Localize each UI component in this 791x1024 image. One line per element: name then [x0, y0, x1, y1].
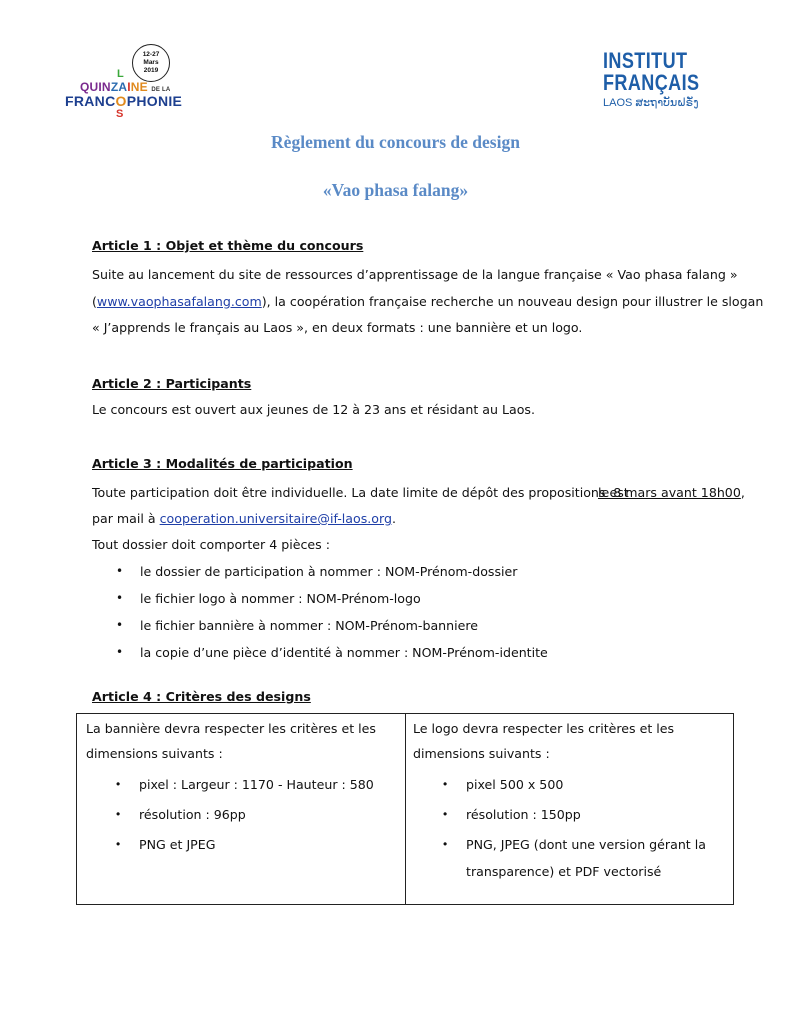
- list-item: le dossier de participation à nommer : NOM-Prénom-dossier: [140, 564, 518, 579]
- date-line3: 2019: [143, 67, 159, 74]
- bullet: •: [116, 591, 124, 605]
- list-item: le fichier bannière à nommer : NOM-Prénom-banniere: [140, 618, 479, 633]
- date-line2: Mars: [143, 59, 159, 66]
- bullet: •: [443, 837, 448, 851]
- logo-part: FRANC: [65, 93, 116, 109]
- article3-line3: Tout dossier doit comporter 4 pièces :: [92, 537, 330, 552]
- banner-criterion: résolution : 96pp: [139, 807, 246, 822]
- logo-francophonie-text: [65, 93, 182, 109]
- site-link[interactable]: www.vaophasafalang.com: [96, 294, 262, 309]
- date-bubble: [132, 44, 170, 82]
- logo-part: QUIN: [80, 80, 111, 94]
- institut-francais-logo: [603, 50, 723, 120]
- logo-quinzaine-text: [80, 80, 170, 94]
- banner-criterion: pixel : Largeur : 1170 - Hauteur : 580: [139, 777, 374, 792]
- logo-intro-line2: dimensions suivants :: [413, 746, 550, 761]
- bullet: •: [116, 618, 124, 632]
- document-title: Règlement du concours de design: [271, 132, 520, 152]
- logo-part: DE LA: [151, 87, 171, 93]
- article1-line2-rest: ), la coopération française recherche un nouveau design pour illustrer le slogan: [261, 294, 764, 309]
- bullet: •: [116, 564, 124, 578]
- banner-intro-line2: dimensions suivants :: [86, 746, 223, 761]
- bullet: •: [443, 807, 448, 821]
- article2-heading: Article 2 : Participants: [92, 376, 252, 391]
- bullet: •: [116, 807, 121, 821]
- logo-part: NE: [130, 80, 148, 94]
- bullet: •: [116, 645, 124, 659]
- deadline-comma: ,: [740, 485, 745, 500]
- bullet: •: [116, 837, 121, 851]
- quinzaine-francophonie-logo: [60, 40, 190, 125]
- banner-criterion: PNG et JPEG: [139, 837, 216, 852]
- article1-heading: Article 1 : Objet et thème du concours: [92, 238, 364, 253]
- article3-heading: Article 3 : Modalités de participation: [92, 456, 353, 471]
- article3-line2-post: .: [391, 511, 396, 526]
- logo-criterion: pixel 500 x 500: [466, 777, 564, 792]
- logo-laos: LAOS ສະຖາບັນຝຣັ່ງ: [603, 97, 699, 109]
- article1-line2: [92, 294, 763, 309]
- article3-line2-pre: par mail à: [92, 511, 160, 526]
- logo-criterion: résolution : 150pp: [466, 807, 581, 822]
- document-subtitle: «Vao phasa falang»: [322, 180, 469, 200]
- logo-criterion-continued: transparence) et PDF vectorisé: [466, 864, 662, 879]
- article3-line2: [92, 511, 396, 526]
- bullet: •: [116, 777, 121, 791]
- logo-institut: INSTITUT: [603, 48, 688, 73]
- logo-part: O: [115, 93, 127, 109]
- banner-intro-line1: La bannière devra respecter les critères et les: [86, 721, 376, 736]
- criteria-table: [76, 713, 734, 905]
- date-line1: 12-27: [142, 51, 160, 58]
- email-link[interactable]: cooperation.universitaire@if-laos.org: [159, 511, 392, 526]
- article3-deadline: [598, 485, 745, 500]
- table-divider: [405, 714, 406, 904]
- bullet: •: [443, 777, 448, 791]
- list-item: la copie d’une pièce d’identité à nommer : NOM-Prénom-identite: [140, 645, 548, 660]
- logo-criterion: PNG, JPEG (dont une version gérant la: [466, 837, 706, 852]
- logo-part: PHONIE: [126, 93, 183, 109]
- article2-line1: Le concours est ouvert aux jeunes de 12 à 23 ans et résidant au Laos.: [92, 402, 535, 417]
- logo-part: I: [127, 80, 131, 94]
- article3-line1-text: Toute participation doit être individuelle. La date limite de dépôt des propositions est: [92, 485, 629, 500]
- article4-heading: Article 4 : Critères des designs: [92, 689, 311, 704]
- article1-line1: Suite au lancement du site de ressources d’apprentissage de la langue française « Vao phasa falang »: [92, 267, 738, 282]
- article1-line3: « J’apprends le français au Laos », en deux formats : une bannière et un logo.: [92, 320, 583, 335]
- logo-francais: FRANÇAIS: [603, 70, 700, 95]
- article3-line1: [92, 485, 629, 500]
- logo-letter-l: L: [117, 68, 124, 80]
- logo-part: ZA: [110, 80, 128, 94]
- list-item: le fichier logo à nommer : NOM-Prénom-logo: [140, 591, 421, 606]
- paren: (: [92, 294, 97, 309]
- deadline-text: le 8 mars avant 18h00: [598, 485, 741, 500]
- logo-intro-line1: Le logo devra respecter les critères et les: [413, 721, 675, 736]
- logo-letter-s: S: [116, 108, 124, 120]
